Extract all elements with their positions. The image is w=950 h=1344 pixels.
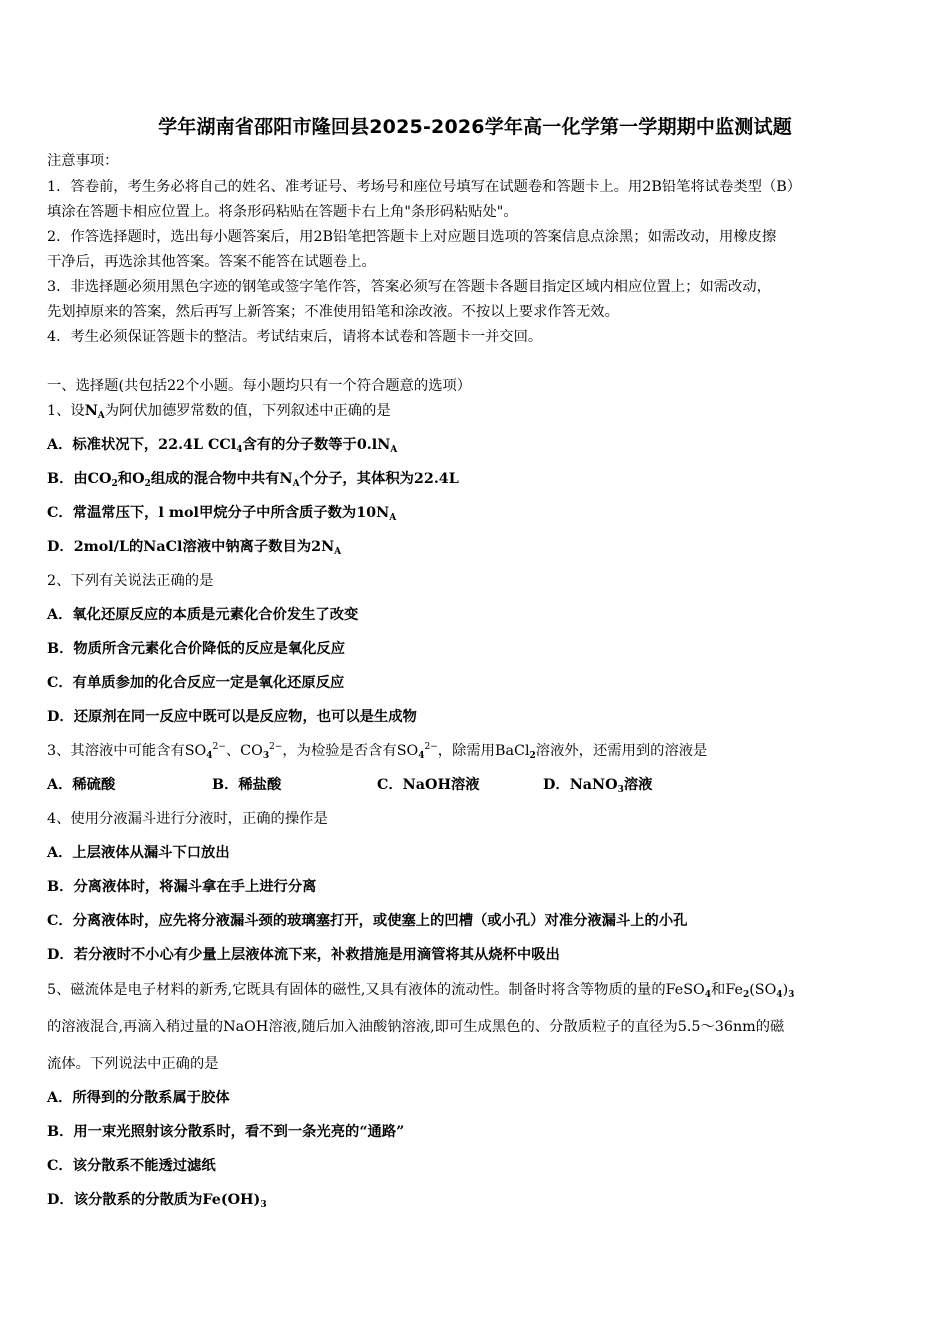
notice-line: 4．考生必须保证答题卡的整洁。考试结束后，请将本试卷和答题卡一并交回。 <box>47 329 543 345</box>
notice-line: 1．答卷前，考生务必将自己的姓名、准考证号、考场号和座位号填写在试题卷和答题卡上。用2B铅笔将试卷类型（B） <box>47 179 802 195</box>
question-3-option-d[interactable]: D．NaNO$_3$溶液 <box>543 777 653 795</box>
question-4-option-b[interactable]: B．分离液体时，将漏斗拿在手上进行分离 <box>47 879 317 895</box>
question-5-option-d[interactable]: D．该分散系的分散质为$Fe(OH)_3$ <box>47 1192 267 1210</box>
question-2-option-b[interactable]: B．物质所含元素化合价降低的反应是氧化反应 <box>47 641 346 657</box>
notice-heading: 注意事项： <box>47 153 119 169</box>
question-5-stem-line: 流体。下列说法中正确的是 <box>47 1056 219 1072</box>
section-heading: 一、选择题(共包括22个小题。每小题均只有一个符合题意的选项） <box>47 378 472 394</box>
question-5-stem-line: 的溶液混合,再滴入稍过量的NaOH溶液,随后加入油酸钠溶液,即可生成黑色的、分散质粒子的直径为5.5～36nm的磁 <box>47 1019 785 1035</box>
question-1-option-c[interactable]: C．常温常压下，l mol甲烷分子中所含质子数为$10N_A$ <box>47 505 397 523</box>
question-3-option-a[interactable]: A．稀硫酸 <box>47 777 116 793</box>
question-2-option-d[interactable]: D．还原剂在同一反应中既可以是反应物，也可以是生成物 <box>47 709 417 725</box>
question-4-option-a[interactable]: A．上层液体从漏斗下口放出 <box>47 845 230 861</box>
notice-line: 2．作答选择题时，选出每小题答案后，用2B铅笔把答题卡上对应题目选项的答案信息点涂黑；如需改动，用橡皮擦 <box>47 229 777 245</box>
question-3-stem: 3、其溶液中可能含有$SO_4^{2-}$、$CO_3^{2-}$，为检验是否含有$SO_4^{2-}$，除需用BaCl$_2$溶液外，还需用到的溶液是 <box>47 742 708 761</box>
question-4-stem: 4、使用分液漏斗进行分液时，正确的操作是 <box>47 811 328 827</box>
question-2-option-c[interactable]: C．有单质参加的化合反应一定是氧化还原反应 <box>47 675 345 691</box>
question-1-stem: 1、设$N_A$为阿伏加德罗常数的值，下列叙述中正确的是 <box>47 403 391 421</box>
page-title: 学年湖南省邵阳市隆回县2025-2026学年高一化学第一学期期中监测试题 <box>158 116 792 138</box>
notice-line: 填涂在答题卡相应位置上。将条形码粘贴在答题卡右上角"条形码粘贴处"。 <box>47 204 518 220</box>
question-1-option-a[interactable]: A．标准状况下，22.4L CCl$_4$含有的分子数等于$0.lN_A$ <box>47 437 398 455</box>
notice-line: 干净后，再选涂其他答案。答案不能答在试题卷上。 <box>47 254 376 270</box>
question-5-option-a[interactable]: A．所得到的分散系属于胶体 <box>47 1090 230 1106</box>
question-3-option-b[interactable]: B．稀盐酸 <box>212 777 282 793</box>
question-2-option-a[interactable]: A．氧化还原反应的本质是元素化合价发生了改变 <box>47 607 359 623</box>
question-5-stem-line: 5、磁流体是电子材料的新秀,它既具有固体的磁性,又具有液体的流动性。制备时将含等物质的量的FeSO$_4$和$Fe_2(SO_4)_3$ <box>47 982 795 1000</box>
question-5-option-b[interactable]: B．用一束光照射该分散系时，看不到一条光亮的“通路” <box>47 1124 405 1140</box>
question-1-option-b[interactable]: B．由$CO_2$和$O_2$组成的混合物中共有$N_A$个分子，其体积为22.4L <box>47 471 459 489</box>
question-4-option-d[interactable]: D．若分液时不小心有少量上层液体流下来，补救措施是用滴管将其从烧杯中吸出 <box>47 947 560 963</box>
question-4-option-c[interactable]: C．分离液体时，应先将分液漏斗颈的玻璃塞打开，或使塞上的凹槽（或小孔）对准分液漏斗上的小孔 <box>47 913 688 929</box>
question-1-option-d[interactable]: D．2mol/L的NaCl溶液中钠离子数目为$2N_A$ <box>47 539 342 557</box>
question-2-stem: 2、下列有关说法正确的是 <box>47 573 214 589</box>
question-5-option-c[interactable]: C．该分散系不能透过滤纸 <box>47 1158 216 1174</box>
question-3-option-c[interactable]: C．NaOH溶液 <box>377 777 480 793</box>
notice-line: 3．非选择题必须用黑色字迹的钢笔或签字笔作答，答案必须写在答题卡各题目指定区域内相应位置上；如需改动， <box>47 279 771 295</box>
notice-line: 先划掉原来的答案，然后再写上新答案；不准使用铅笔和涂改液。不按以上要求作答无效。 <box>47 304 619 320</box>
